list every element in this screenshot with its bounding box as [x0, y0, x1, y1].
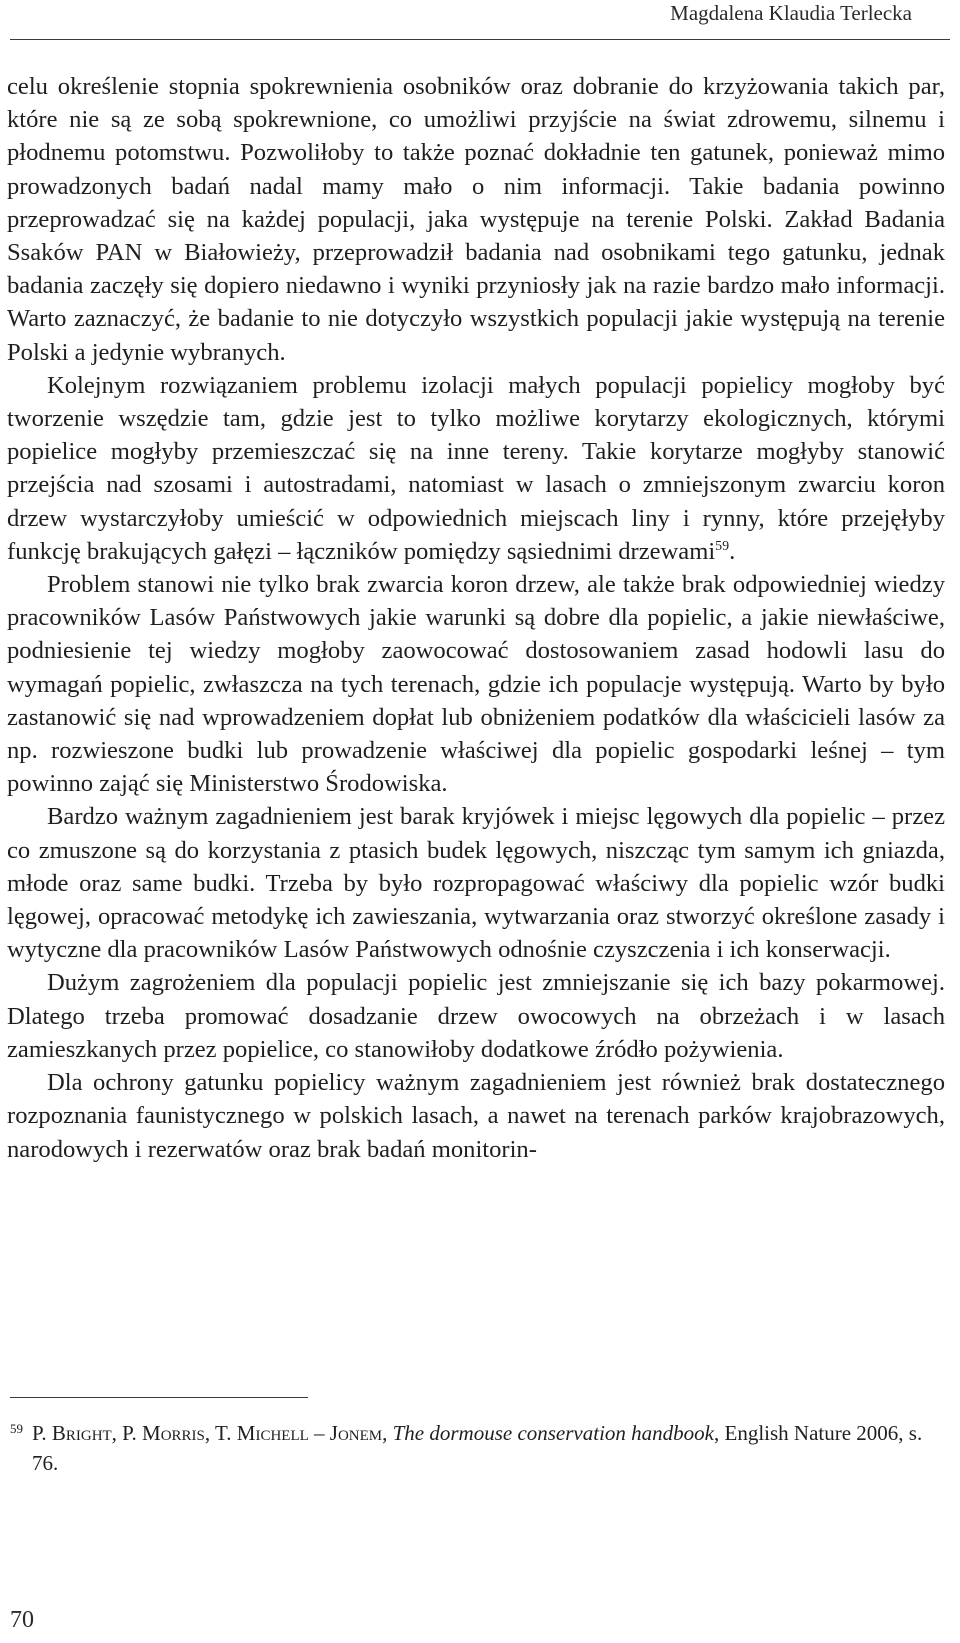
footnote-title: The dormouse conservation handbook	[392, 1421, 714, 1445]
paragraph-4-text: Bardzo ważnym zagadnieniem jest barak kryjówek i miejsc lęgowych dla popielic – przez co zmuszone są do korzystania z ptasich budek lęgowych, niszcząc tym samym ich gniazda, młode oraz same budki. Trzeba by było rozpropagować właściwy dla popielic wzór budki lęgowej, opracować metodykę ich zawieszania, wytwarzania oraz stworzyć określone zasady i wytyczne dla pracowników Lasów Państwowych odnośnie czyszczenia i ich konserwacji.	[7, 803, 945, 964]
paragraph-2-text: Kolejnym rozwiązaniem problemu izolacji małych populacji popielicy mogłoby być tworzenie wszędzie tam, gdzie jest to tylko możliwe korytarzy ekologicznych, którymi popielice mogłyby przemieszczać się na inne tereny. Takie korytarze mogłyby stanowić przejścia nad szosami i autostradami, natomiast w lasach o zmniejszonym zwarciu koron drzew wystarczyłoby umieścić w odpowiednich miejscach liny i rynny, które przejęłyby funkcję brakujących gałęzi – łączników pomiędzy sąsiednimi drzewami	[7, 371, 945, 565]
paragraph-2	[7, 369, 945, 568]
page-number: 70	[10, 1607, 34, 1633]
body-text	[7, 70, 945, 1166]
paragraph-6-text: Dla ochrony gatunku popielicy ważnym zagadnieniem jest również brak dostatecznego rozpoznania faunistycznego w polskich lasach, a nawet na terenach parków krajobrazowych, narodowych i rezerwatów oraz brak badań monitorin-	[7, 1069, 945, 1163]
footnote-separator: ,	[382, 1421, 393, 1445]
footnote	[10, 1418, 945, 1478]
paragraph-1-text: celu określenie stopnia spokrewnienia osobników oraz dobranie do krzyżowania takich par, które nie są ze sobą spokrewnione, co umożliwi przyjście na świat zdrowemu, silnemu i płodnemu potomstwu. Pozwoliłoby to także poznać dokładnie ten gatunek, ponieważ mimo prowadzonych badań nadal mamy mało o nim informacji. Takie badania powinno przeprowadzać się na każdej populacji, jaka występuje na terenie Polski. Zakład Badania Ssaków PAN w Białowieży, przeprowadził badania nad osobnikami tego gatunku, jednak badania zaczęły się dopiero niedawno i wyniki przyniosły jak na razie bardzo mało informacji. Warto zaznaczyć, że badanie to nie dotyczyło wszystkich populacji jakie występują na terenie Polski a jedynie wybranych.	[7, 73, 945, 366]
footnote-authors: P. Bright, P. Morris, T. Michell – Jonem	[32, 1421, 383, 1445]
paragraph-3	[7, 568, 945, 800]
paragraph-5	[7, 966, 945, 1066]
paragraph-3-text: Problem stanowi nie tylko brak zwarcia koron drzew, ale także brak odpowiedniej wiedzy pracowników Lasów Państwowych jakie warunki są dobre dla popielic, a jakie niewłaściwe, podniesienie tej wiedzy mogłoby zaowocować dostosowaniem zasad hodowli lasu do wymagań popielic, zwłaszcza na tych terenach, gdzie ich populacje występują. Warto by było zastanowić się nad wprowadzeniem dopłat lub obniżeniem podatków dla właścicieli lasów za np. rozwieszone budki lub prowadzenie właściwej dla popielic gospodarki leśnej – tym powinno zająć się Ministerstwo Środowiska.	[7, 571, 945, 798]
paragraph-5-text: Dużym zagrożeniem dla populacji popielic jest zmniejszanie się ich bazy pokarmowej. Dlatego trzeba promować dosadzanie drzew owocowych na obrzeżach i w lasach zamieszkanych przez popielice, co stanowiłoby dodatkowe źródło pożywienia.	[7, 969, 945, 1063]
paragraph-4	[7, 800, 945, 966]
footnote-reference[interactable]: 59	[715, 538, 730, 554]
footnote-body	[10, 1418, 945, 1478]
paragraph-1	[7, 70, 945, 369]
footnote-number: 59	[10, 1421, 23, 1436]
paragraph-6	[7, 1066, 945, 1166]
paragraph-2-end: .	[729, 537, 736, 565]
running-head: Magdalena Klaudia Terlecka	[670, 1, 912, 25]
footnote-rule	[10, 1397, 308, 1398]
header-rule	[10, 39, 950, 40]
footnote-publication: , English Nature 2006, s. 76.	[32, 1421, 923, 1475]
